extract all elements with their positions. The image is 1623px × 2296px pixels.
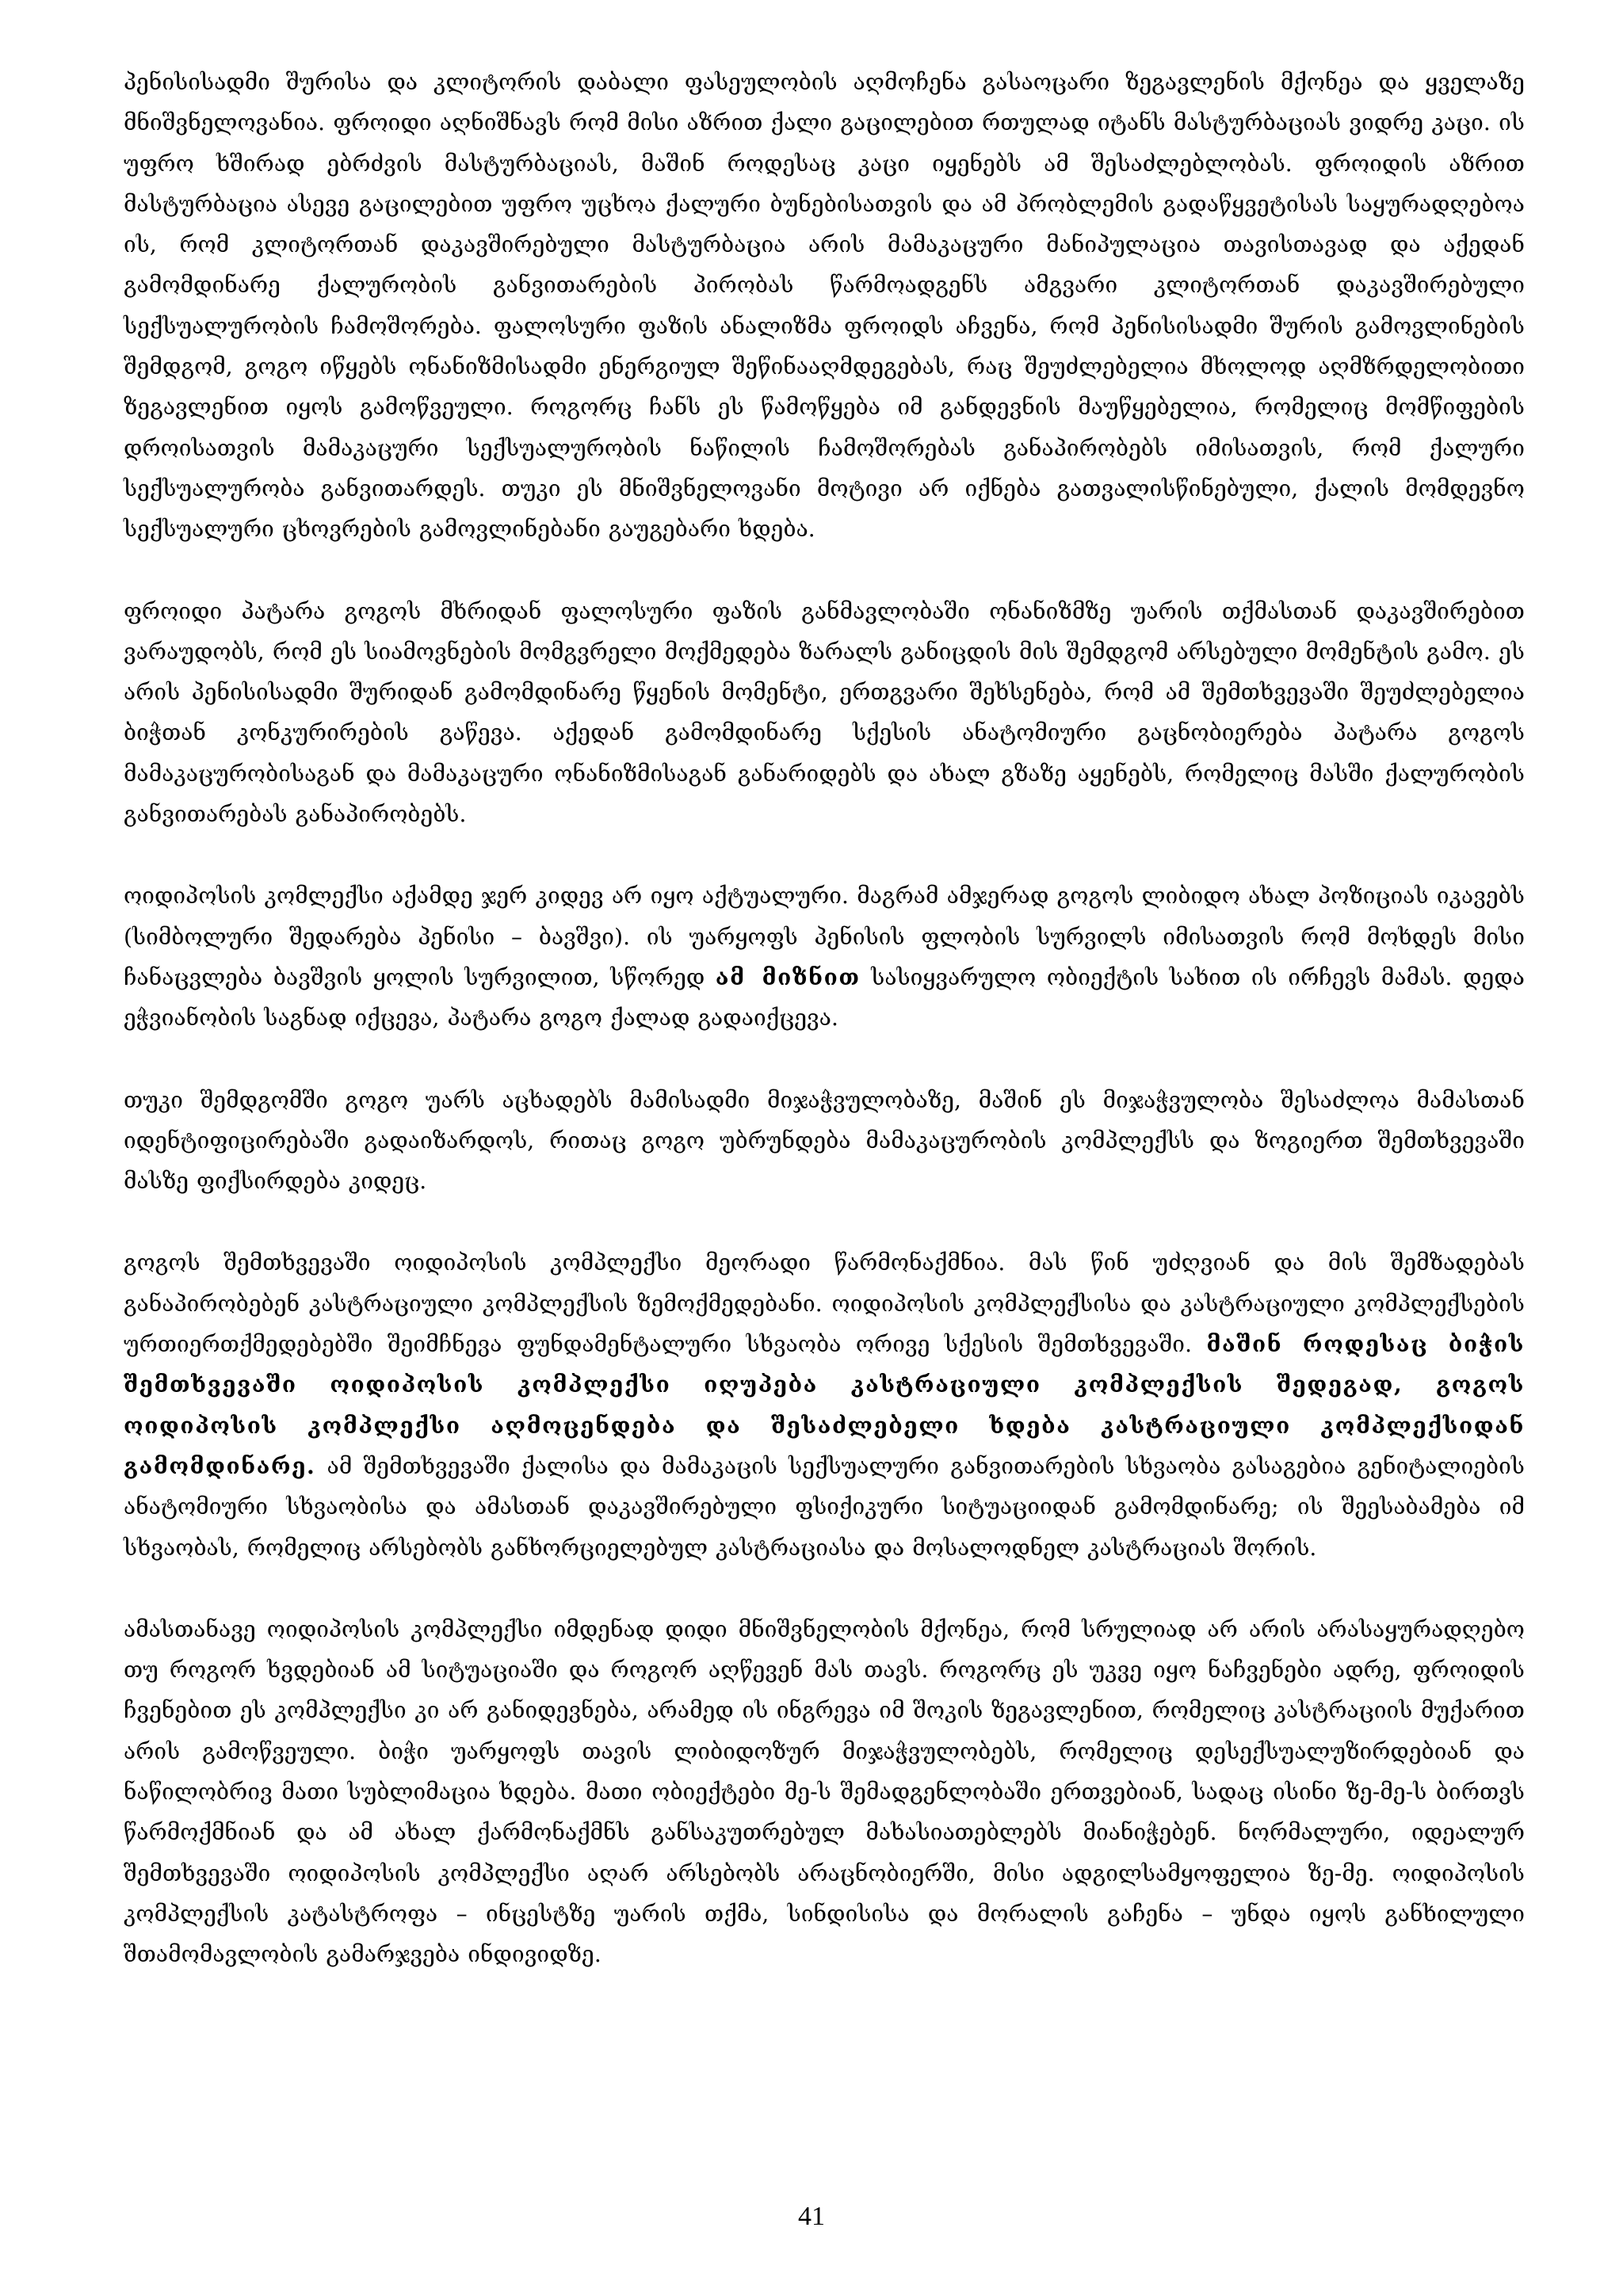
paragraph-5-bold-emphasis: მაშინ როდესაც ბიჭის შემთხვევაში ოიდიპოსის კომპლექსი იღუპება კასტრაციული კომპლექსის შედეგად, გოგოს ოიდიპოსის კომპლექსი აღმოცენდება და შესაძლებელი ხდება კასტრაციული კომპლექსიდან გამომდინარე. xyxy=(124,1331,1525,1479)
body-text xyxy=(124,62,1525,1974)
paragraph-4: თუკი შემდგომში გოგო უარს აცხადებს მამისადმი მიჯაჭვულობაზე, მაშინ ეს მიჯაჭვულობა შესაძლოა მამასთან იდენტიფიცირებაში გადაიზარდოს, რითაც გოგო უბრუნდება მამაკაცურობის კომპლექსს და ზოგიერთ შემთხვევაში მასზე ფიქსირდება კიდეც. xyxy=(124,1086,1525,1195)
paragraph-6: ამასთანავე ოიდიპოსის კომპლექსი იმდენად დიდი მნიშვნელობის მქონეა, რომ სრულიად არ არის არასაყურადღებო თუ როგორ ხვდებიან ამ სიტუაციაში და როგორ აღწევენ მას თავს. როგორც ეს უკვე იყო ნაჩვენები ადრე, ფროიდის ჩვენებით ეს კომპლექსი კი არ განიდევნება, არამედ ის ინგრევა იმ შოკის ზეგავლენით, რომელიც კასტრაციის მუქარით არის გამოწვეული. ბიჭი უარყოფს თავის ლიბიდოზურ მიჯაჭვულობებს, რომელიც დესექსუალუზირდებიან და ნაწილობრივ მათი სუბლიმაცია ხდება. მათი ობიექტები მე-ს შემადგენლობაში ერთვებიან, სადაც ისინი ზე-მე-ს ბირთვს წარმოქმნიან და ამ ახალ ქარმონაქმნს განსაკუთრებულ მახასიათებლებს მიანიჭებენ. ნორმალური, იდეალურ შემთხვევაში ოიდიპოსის კომპლექსი აღარ არსებობს არაცნობიერში, მისი ადგილსამყოფელია ზე-მე. ოიდიპოსის კომპლექსის კატასტროფა – ინცესტზე უარის თქმა, სინდისისა და მორალის გაჩენა – უნდა იყოს განხილული შთამომავლობის გამარჯვება ინდივიდზე. xyxy=(124,1615,1525,1968)
page-number: 41 xyxy=(798,2202,825,2231)
paragraph-5-text-before: გოგოს შემთხვევაში ოიდიპოსის კომპლექსი მეორადი წარმონაქმნია. მას წინ უძღვიან და მის შემზადებას განაპირობებენ კასტრაციული კომპლექსის ზემოქმედებანი. ოიდიპოსის კომპლექსისა და კასტრაციული კომპლექსების ურთიერთქმედებებში შეიმჩნევა ფუნდამენტალური სხვაობა ორივე სქესის შემთხვევაში. xyxy=(124,1249,1525,1358)
paragraph-3-bold-emphasis: ამ მიზნით xyxy=(715,963,861,990)
paragraph-3-text-after: სასიყვარულო ობიექტის სახით ის ირჩევს მამას. დედა ეჭვიანობის საგნად იქცევა, პატარა გოგო ქალად გადაიქცევა. xyxy=(124,963,1525,1032)
paragraph-5 xyxy=(124,1242,1525,1567)
paragraph-5-text-after: ამ შემთხვევაში ქალისა და მამაკაცის სექსუალური განვითარების სხვაობა გასაგებია გენიტალიების ანატომიური სხვაობისა და ამასთან დაკავშირებული ფსიქიკური სიტუაციიდან გამომდინარე; ის შეესაბამება იმ სხვაობას, რომელიც არსებობს განხორციელებულ კასტრაციასა და მოსალოდნელ კასტრაციას შორის. xyxy=(124,1452,1525,1561)
paragraph-2: ფროიდი პატარა გოგოს მხრიდან ფალოსური ფაზის განმავლობაში ონანიზმზე უარის თქმასთან დაკავშირებით ვარაუდობს, რომ ეს სიამოვნების მომგვრელი მოქმედება ზარალს განიცდის მის შემდგომ არსებული მომენტის გამო. ეს არის პენისისადმი შურიდან გამომდინარე წყენის მომენტი, ერთგვარი შეხსენება, რომ ამ შემთხვევაში შეუძლებელია ბიჭთან კონკურირების გაწევა. აქედან გამომდინარე სქესის ანატომიური გაცნობიერება პატარა გოგოს მამაკაცურობისაგან და მამაკაცური ონანიზმისაგან განარიდებს და ახალ გზაზე აყენებს, რომელიც მასში ქალურობის განვითარებას განაპირობებს. xyxy=(124,597,1525,828)
paragraph-3 xyxy=(124,875,1525,1038)
paragraph-3-text-before: ოიდიპოსის კომლექსი აქამდე ჯერ კიდევ არ იყო აქტუალური. მაგრამ ამჯერად გოგოს ლიბიდო ახალ პოზიციას იკავებს (სიმბოლური შედარება პენისი – ბავშვი). ის უარყოფს პენისის ფლობის სურვილს იმისათვის რომ მოხდეს მისი ჩანაცვლება ბავშვის ყოლის სურვილით, სწორედ xyxy=(124,883,1525,990)
paragraph-1: პენისისადმი შურისა და კლიტორის დაბალი ფასეულობის აღმოჩენა გასაოცარი ზეგავლენის მქონეა და ყველაზე მნიშვნელოვანია. ფროიდი აღნიშნავს რომ მისი აზრით ქალი გაცილებით რთულად იტანს მასტურბაციას ვიდრე კაცი. ის უფრო ხშირად ებრძვის მასტურბაციას, მაშინ როდესაც კაცი იყენებს ამ შესაძლებლობას. ფროიდის აზრით მასტურბაცია ასევე გაცილებით უფრო უცხოა ქალური ბუნებისათვის და ამ პრობლემის გადაწყვეტისას საყურადღებოა ის, რომ კლიტორთან დაკავშირებული მასტურბაცია არის მამაკაცური მანიპულაცია თავისთავად და აქედან გამომდინარე ქალურობის განვითარების პირობას წარმოადგენს ამგვარი კლიტორთან დაკავშირებული სექსუალურობის ჩამოშორება. ფალოსური ფაზის ანალიზმა ფროიდს აჩვენა, რომ პენისისადმი შურის გამოვლინების შემდგომ, გოგო იწყებს ონანიზმისადმი ენერგიულ შეწინააღმდეგებას, რაც შეუძლებელია მხოლოდ აღმზრდელობითი ზეგავლენით იყოს გამოწვეული. როგორც ჩანს ეს წამოწყება იმ განდევნის მაუწყებელია, რომელიც მომწიფების დროისათვის მამაკაცური სექსუალურობის ნაწილის ჩამოშორებას განაპირობებს იმისათვის, რომ ქალური სექსუალურობა განვითარდეს. თუკი ეს მნიშვნელოვანი მოტივი არ იქნება გათვალისწინებული, ქალის მომდევნო სექსუალური ცხოვრების გამოვლინებანი გაუგებარი ხდება. xyxy=(124,69,1525,543)
